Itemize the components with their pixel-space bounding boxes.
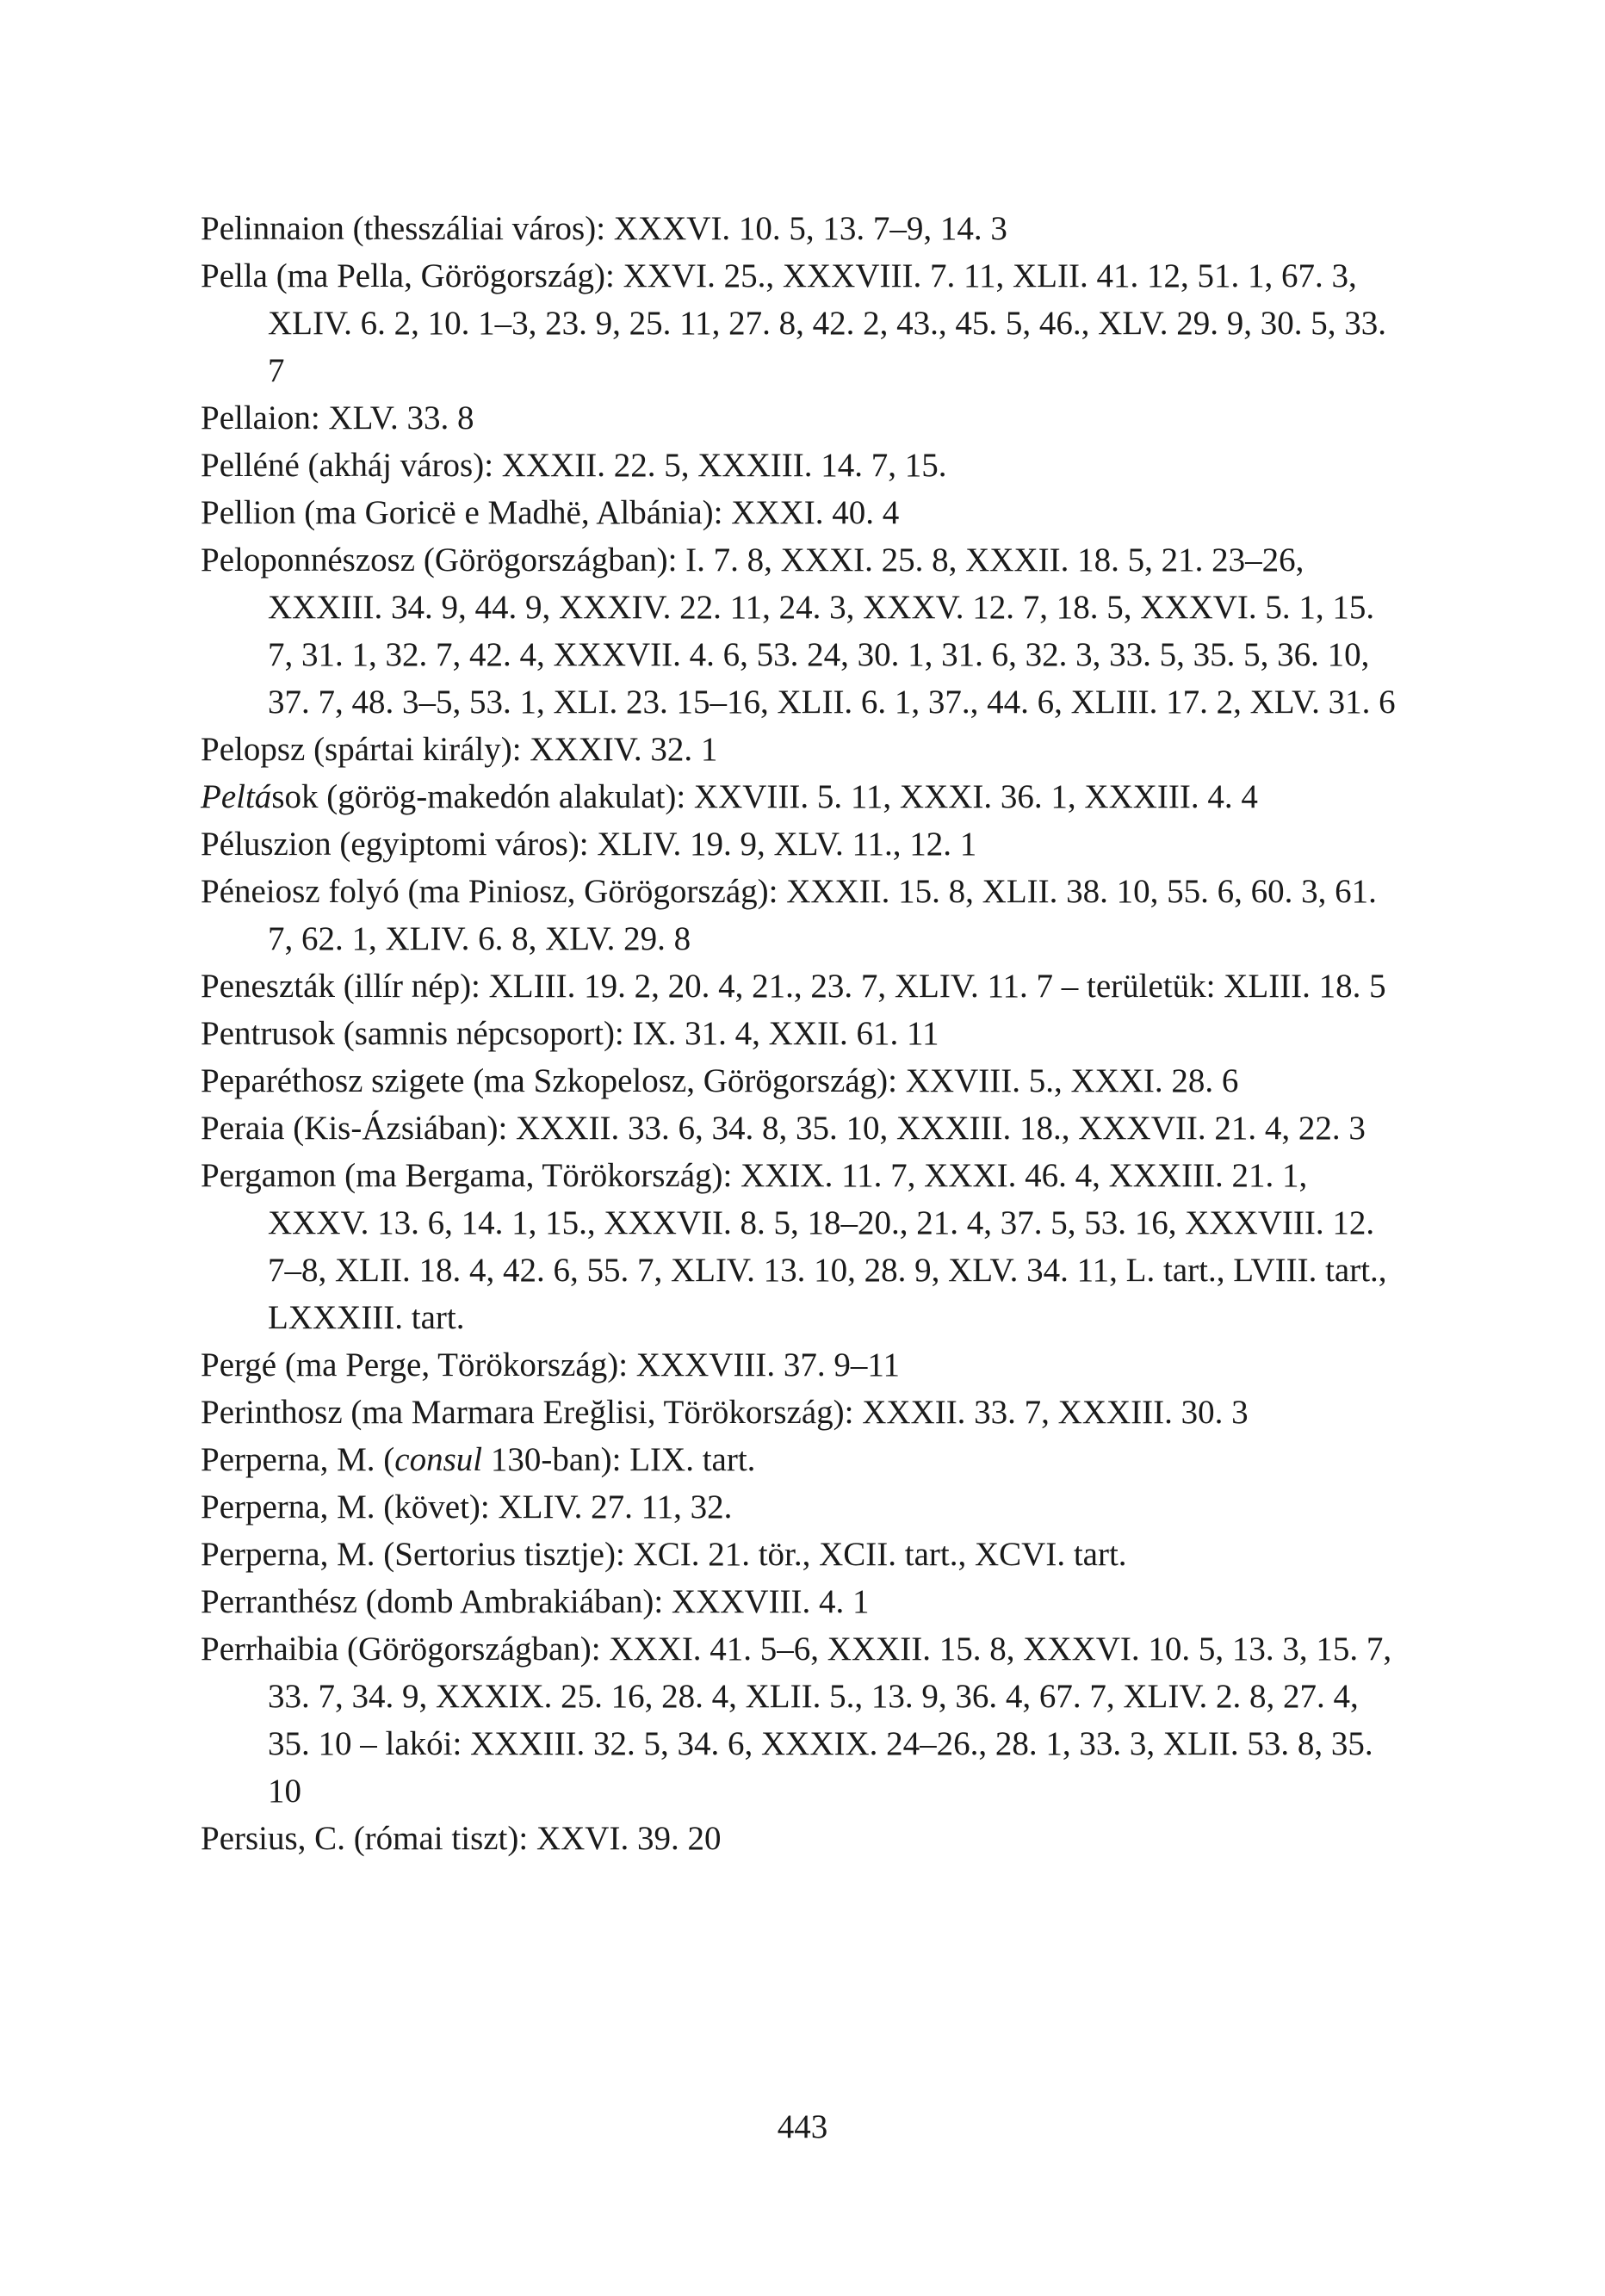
entry-text: Pellion (ma Goricë e Madhë, Albánia): XXXI. 40. 4 [201, 494, 900, 531]
entry-text: Perperna, M. (Sertorius tisztje): XCI. 21. tör., XCII. tart., XCVI. tart. [201, 1536, 1127, 1573]
entry-text: sok (görög-makedón alakulat): XXVIII. 5. 11, XXXI. 36. 1, XXXIII. 4. 4 [271, 778, 1258, 815]
entry-text: Perrhaibia (Görögországban): XXXI. 41. 5–6, XXXII. 15. 8, XXXVI. 10. 5, 13. 3, 15. 7, 33. 7, 34. 9, XXXIX. 25. 16, 28. 4, XLII. 5., 13. 9, 36. 4, 67. 7, XLIV. 2. 8, 27. 4, 35. 10 – lakói: XXXIII. 32. 5, 34. 6, XXXIX. 24–26., 28. 1, 33. 3, XLII. 53. 8, 35. 10 [201, 1631, 1392, 1810]
index-entry [201, 1436, 1406, 1483]
entry-text: Pergamon (ma Bergama, Törökország): XXIX. 11. 7, XXXI. 46. 4, XXXIII. 21. 1, XXXV. 13. 6, 14. 1, 15., XXXVII. 8. 5, 18–20., 21. 4, 37. 5, 53. 16, XXXVIII. 12. 7–8, XLII. 18. 4, 42. 6, 55. 7, XLIV. 13. 10, 28. 9, XLV. 34. 11, L. tart., LVIII. tart., LXXXIII. tart. [201, 1157, 1387, 1336]
index-entry [201, 1625, 1406, 1815]
entry-text: Perperna, M. (követ): XLIV. 27. 11, 32. [201, 1488, 733, 1526]
entry-text: Peraia (Kis-Ázsiában): XXXII. 33. 6, 34. 8, 35. 10, XXXIII. 18., XXXVII. 21. 4, 22. 3 [201, 1110, 1366, 1147]
index-entry [201, 962, 1406, 1010]
index-entry [201, 1531, 1406, 1578]
index-entry [201, 1578, 1406, 1625]
entry-text: Pelopsz (spártai király): XXXIV. 32. 1 [201, 731, 718, 768]
entry-text: Peparéthosz szigete (ma Szkopelosz, Görögország): XXVIII. 5., XXXI. 28. 6 [201, 1062, 1239, 1099]
index-entry [201, 773, 1406, 820]
entry-text: Pentrusok (samnis népcsoport): IX. 31. 4, XXII. 61. 11 [201, 1015, 939, 1052]
entry-italic-term: Peltá [201, 778, 272, 815]
entry-text: Perperna, M. ( [201, 1441, 395, 1478]
entry-text: Pelinnaion (thesszáliai város): XXXVI. 10. 5, 13. 7–9, 14. 3 [201, 210, 1007, 247]
index-entry [201, 536, 1406, 726]
entry-text: Perranthész (domb Ambrakiában): XXXVIII. 4. 1 [201, 1583, 870, 1620]
entry-text: Pelléné (akháj város): XXXII. 22. 5, XXXIII. 14. 7, 15. [201, 447, 947, 484]
entry-text: Peneszták (illír nép): XLIII. 19. 2, 20. 4, 21., 23. 7, XLIV. 11. 7 – területük: XLIII. 18. 5 [201, 968, 1386, 1005]
index-entry [201, 726, 1406, 773]
index-entry [201, 442, 1406, 489]
entry-text: Péluszion (egyiptomi város): XLIV. 19. 9, XLV. 11., 12. 1 [201, 826, 977, 863]
index-entry [201, 868, 1406, 962]
entry-italic-term: consul [394, 1441, 483, 1478]
index-entry [201, 489, 1406, 536]
entry-text: Persius, C. (római tiszt): XXVI. 39. 20 [201, 1820, 722, 1857]
index-list [201, 205, 1406, 1862]
index-entry [201, 820, 1406, 868]
index-entry [201, 1815, 1406, 1862]
index-entry [201, 1105, 1406, 1152]
page-number: 443 [777, 2108, 828, 2145]
entry-text: Pergé (ma Perge, Törökország): XXXVIII. 37. 9–11 [201, 1346, 900, 1383]
index-entry [201, 1483, 1406, 1531]
entry-text: Pellaion: XLV. 33. 8 [201, 399, 474, 436]
index-entry [201, 1152, 1406, 1341]
entry-text: Peloponnészosz (Görögországban): I. 7. 8, XXXI. 25. 8, XXXII. 18. 5, 21. 23–26, XXXIII. 34. 9, 44. 9, XXXIV. 22. 11, 24. 3, XXXV. 12. 7, 18. 5, XXXVI. 5. 1, 15. 7, 31. 1, 32. 7, 42. 4, XXXVII. 4. 6, 53. 24, 30. 1, 31. 6, 32. 3, 33. 5, 35. 5, 36. 10, 37. 7, 48. 3–5, 53. 1, XLI. 23. 15–16, XLII. 6. 1, 37., 44. 6, XLIII. 17. 2, XLV. 31. 6 [201, 542, 1396, 721]
entry-text: Perinthosz (ma Marmara Ereğlisi, Törökország): XXXII. 33. 7, XXXIII. 30. 3 [201, 1394, 1249, 1431]
index-entry [201, 1057, 1406, 1105]
index-entry [201, 1389, 1406, 1436]
index-entry [201, 1341, 1406, 1389]
entry-text: Péneiosz folyó (ma Piniosz, Görögország): XXXII. 15. 8, XLII. 38. 10, 55. 6, 60. 3, 61. 7, 62. 1, XLIV. 6. 8, XLV. 29. 8 [201, 873, 1377, 957]
index-entry [201, 252, 1406, 394]
index-entry [201, 394, 1406, 442]
index-entry [201, 1010, 1406, 1057]
index-entry [201, 205, 1406, 252]
entry-text-after: 130-ban): LIX. tart. [482, 1441, 756, 1478]
entry-text: Pella (ma Pella, Görögország): XXVI. 25., XXXVIII. 7. 11, XLII. 41. 12, 51. 1, 67. 3, XLIV. 6. 2, 10. 1–3, 23. 9, 25. 11, 27. 8, 42. 2, 43., 45. 5, 46., XLV. 29. 9, 30. 5, 33. 7 [201, 257, 1386, 389]
